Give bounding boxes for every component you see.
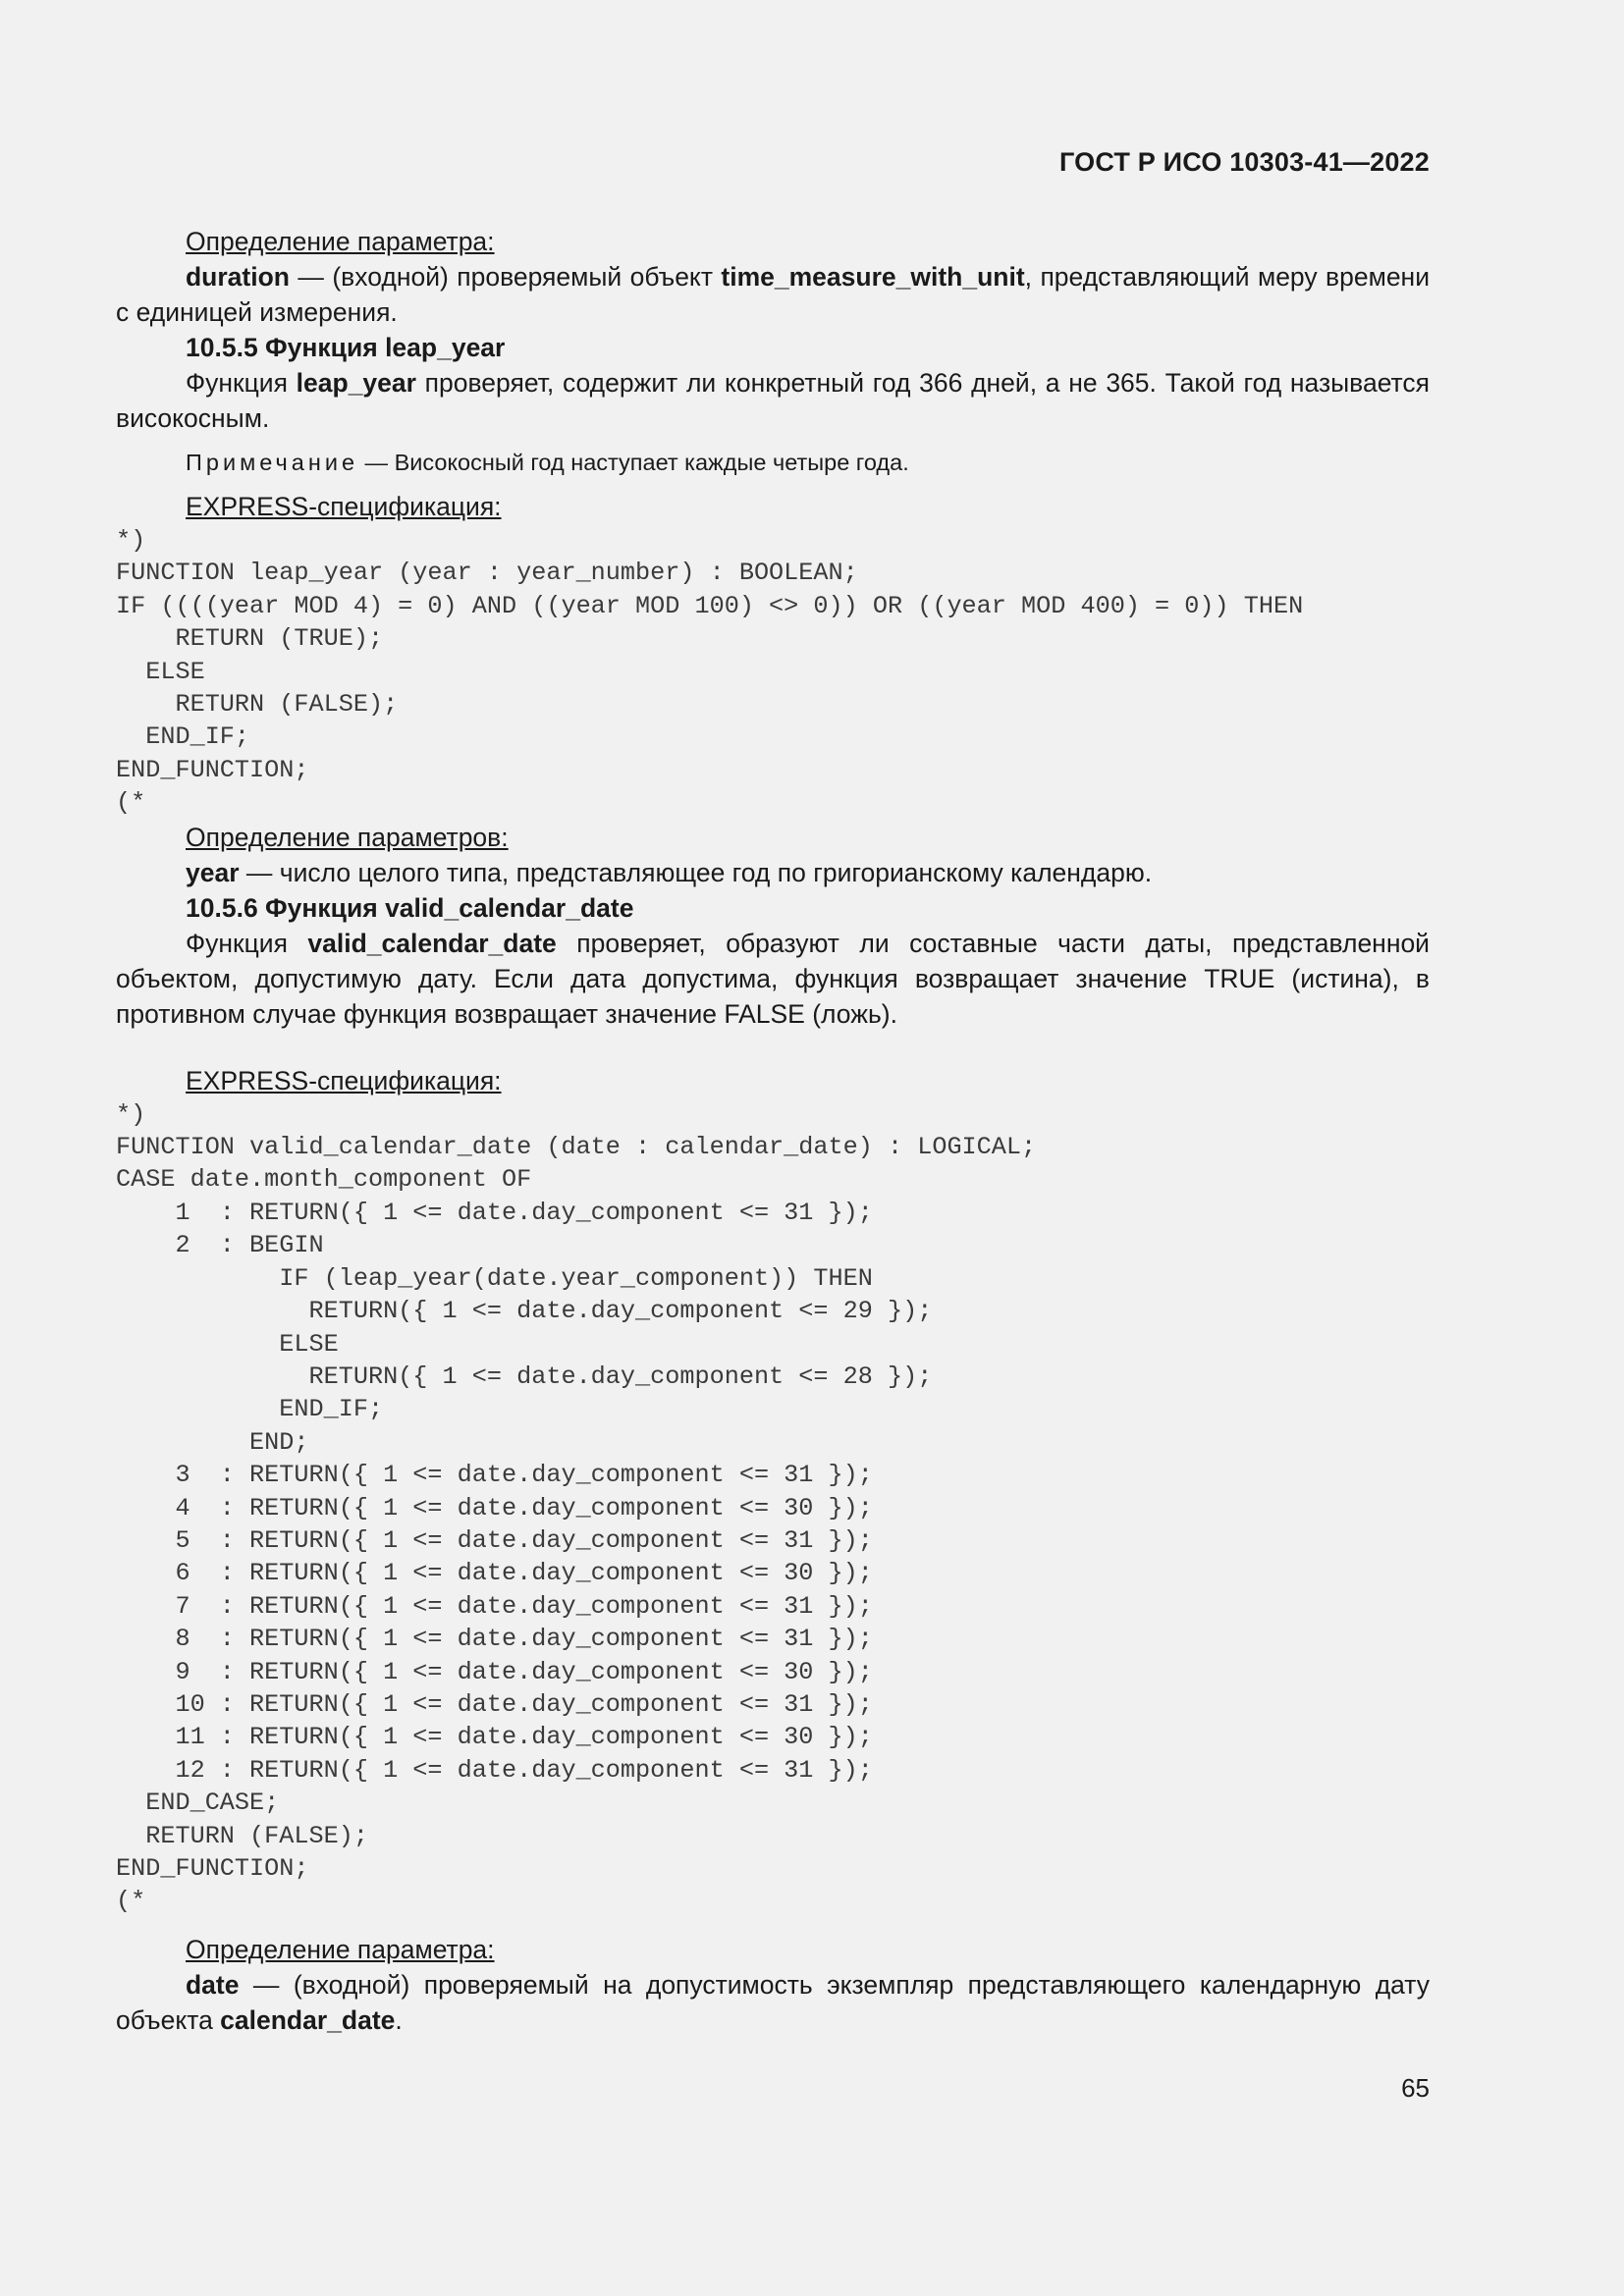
valid-calendar-date-code: *) FUNCTION valid_calendar_date (date : calendar_date) : LOGICAL; CASE date.month_component OF 1 : RETURN({ 1 <= date.day_component <= 31 }); 2 : BEGIN IF (leap_year(date.year_component)) THEN RETURN({ 1 <= date.day_component <= 29 }); ELSE RETURN({ 1 <= date.day_component <= 28 }); END_IF; END; 3 : RETURN({ 1 <= date.day_component <= 31 }); 4 : RETURN({ 1 <= date.day_component <= 30 }); 5 : RETURN({ 1 <= date.day_component <= 31 }); 6 : RETURN({ 1 <= date.day_component <= 30 }); 7 : RETURN({ 1 <= date.day_component <= 31 }); 8 : RETURN({ 1 <= date.day_component <= 31 }); 9 : RETURN({ 1 <= date.day_component <= 30 }); 10 : RETURN({ 1 <= date.day_component <= 31 }); 11 : RETURN({ 1 <= date.day_component <= 30 }); 12 : RETURN({ 1 <= date.day_component <= 31 }); END_CASE; RETURN (FALSE); END_FUNCTION; (*: [116, 1099, 1037, 1916]
valid-calendar-date-description: Функция valid_calendar_date проверяет, образуют ли составные части даты, представленной объектом, допустимую дату. Если дата допустима, функция возвращает значение TRUE (истина), в противном случае функция возвращает значение FALSE (ложь).: [116, 928, 1430, 1029]
document-header: ГОСТ Р ИСО 10303-41—2022: [1059, 147, 1430, 177]
page-content: [116, 224, 1430, 2038]
section-heading-leap-year: 10.5.5 Функция leap_year: [186, 333, 506, 362]
express-spec-label: EXPRESS-спецификация:: [186, 492, 502, 521]
duration-definition: duration — (входной) проверяемый объект time_measure_with_unit, представляющий меру времени с единицей измерения.: [116, 262, 1430, 327]
express-spec-label-2: EXPRESS-спецификация:: [186, 1065, 502, 1095]
date-definition: date — (входной) проверяемый на допустимость экземпляр представляющего календарную дату объекта calendar_date.: [116, 1969, 1430, 2035]
leap-year-note: Примечание — Високосный год наступает каждые четыре года.: [186, 450, 909, 475]
note-label: Примечание: [186, 450, 359, 475]
spacer: [116, 1032, 1430, 1063]
page-number: 65: [1401, 2073, 1430, 2103]
section-heading-valid-calendar-date: 10.5.6 Функция valid_calendar_date: [186, 892, 634, 923]
param-definition-label: Определение параметра:: [186, 227, 495, 256]
param-definition-label-2: Определение параметра:: [186, 1934, 495, 1964]
params-definition-label: Определение параметров:: [186, 822, 509, 852]
leap-year-description: Функция leap_year проверяет, содержит ли конкретный год 366 дней, а не 365. Такой год называется високосным.: [116, 368, 1430, 433]
spacer: [116, 1918, 1430, 1932]
year-definition: year — число целого типа, представляющее год по григорианскому календарю.: [186, 857, 1153, 887]
term-time-measure: time_measure_with_unit: [721, 262, 1025, 292]
leap-year-code: *) FUNCTION leap_year (year : year_number) : BOOLEAN; IF ((((year MOD 4) = 0) AND ((year MOD 100) <> 0)) OR ((year MOD 400) = 0)) THEN RETURN (TRUE); ELSE RETURN (FALSE); END_IF; END_FUNCTION; (*: [116, 526, 1304, 818]
term-duration: duration: [186, 262, 290, 292]
